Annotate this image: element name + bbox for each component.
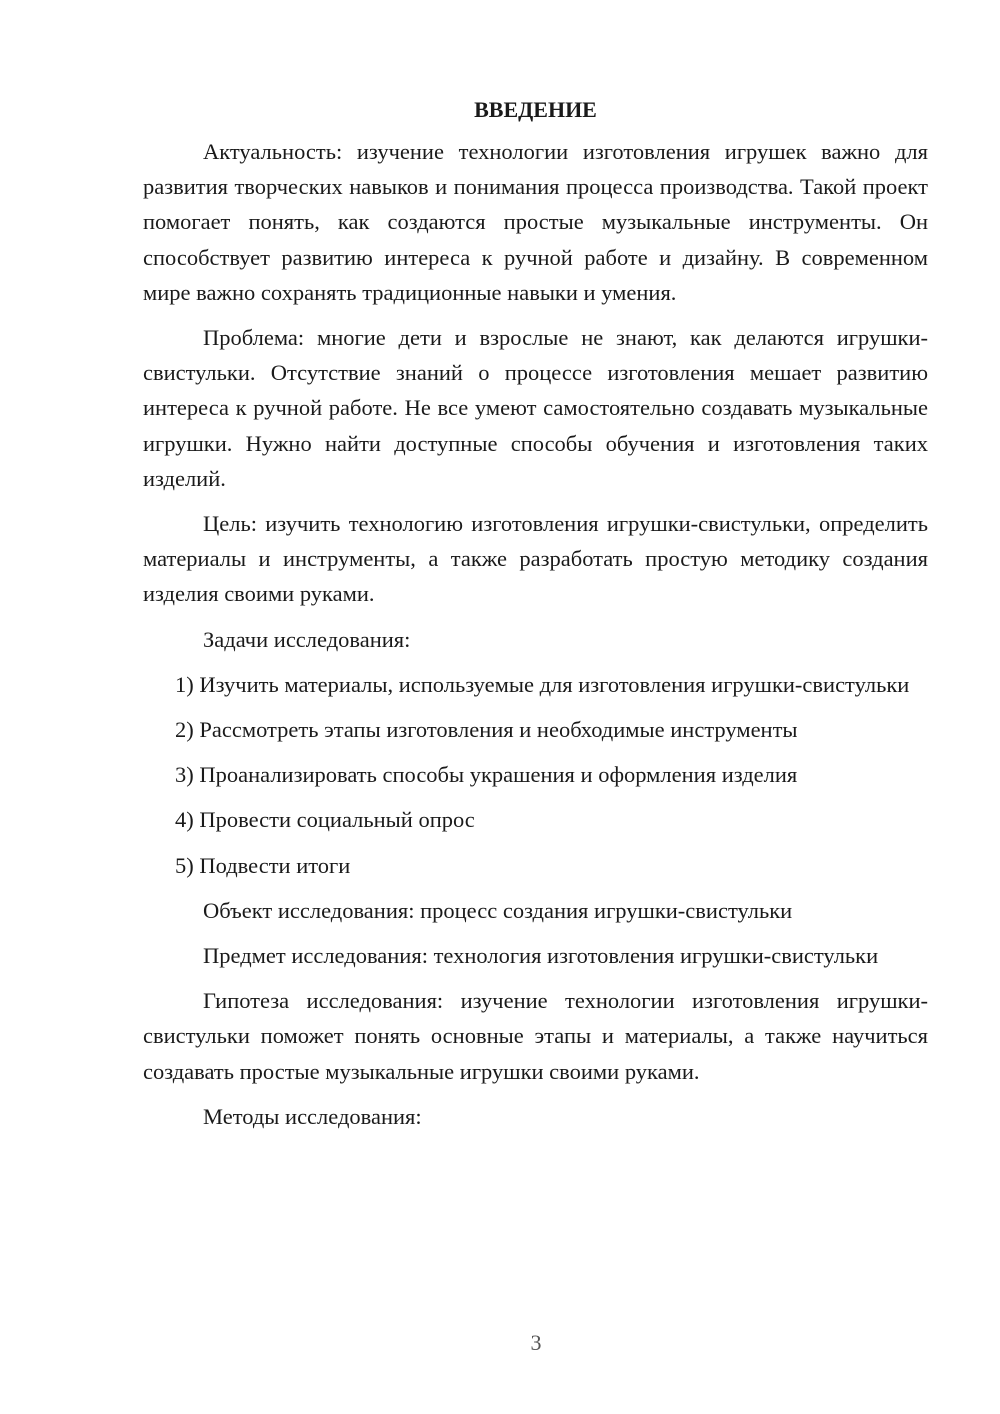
paragraph-relevance: Актуальность: изучение технологии изготовления игрушек важно для развития творческих навыков и понимания процесса производства. Такой проект помогает понять, как создаются простые музыкальные инструменты. Он способствует развитию интереса к ручной работе и дизайну. В современном мире важно сохранять традиционные навыки и умения.: [143, 139, 928, 305]
paragraph-object: Объект исследования: процесс создания игрушки-свистульки: [203, 897, 793, 923]
task-item-4: 4) Провести социальный опрос: [175, 807, 475, 833]
paragraph-problem: Проблема: многие дети и взрослые не знают, как делаются игрушки-свистульки. Отсутствие знаний о процессе изготовления мешает развитию интереса к ручной работе. Не все умеют самостоятельно создавать музыкальные игрушки. Нужно найти доступные способы обучения и изготовления таких изделий.: [143, 325, 928, 491]
page-title: ВВЕДЕНИЕ: [474, 97, 597, 122]
task-item-5: 5) Подвести итоги: [175, 852, 351, 878]
paragraph-hypothesis: Гипотеза исследования: изучение технологии изготовления игрушки-свистульки поможет понять основные этапы и материалы, а также научиться создавать простые музыкальные игрушки своими руками.: [143, 988, 928, 1084]
document-page: [143, 92, 928, 1144]
task-item-2: 2) Рассмотреть этапы изготовления и необходимые инструменты: [175, 717, 798, 743]
paragraph-goal: Цель: изучить технологию изготовления игрушки-свистульки, определить материалы и инструменты, а также разработать простую методику создания изделия своими руками.: [143, 511, 928, 607]
page-number: 3: [530, 1330, 542, 1355]
methods-title: Методы исследования:: [203, 1103, 422, 1129]
tasks-title: Задачи исследования:: [203, 626, 411, 652]
task-item-3: 3) Проанализировать способы украшения и оформления изделия: [175, 762, 798, 788]
paragraph-subject: Предмет исследования: технология изготовления игрушки-свистульки: [203, 943, 879, 969]
task-item-1: 1) Изучить материалы, используемые для изготовления игрушки-свистульки: [175, 671, 910, 697]
